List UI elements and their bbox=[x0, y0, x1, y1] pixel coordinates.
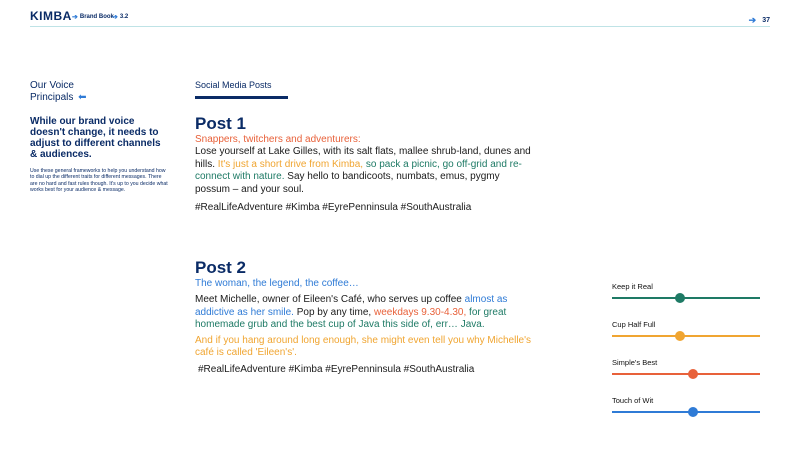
post-heading: Post 2 bbox=[195, 258, 247, 277]
post-text: Lose yourself at Lake Gilles, with its salt flats, mallee shrub-land, dunes and hills. bbox=[195, 146, 531, 170]
post-highlight: for great homemade grub and the best cup of Java this side of, err… Java. bbox=[195, 306, 507, 331]
kimba-logo[interactable]: KIMBA bbox=[30, 9, 72, 23]
slider-track[interactable] bbox=[612, 297, 760, 299]
sidebar-title[interactable] bbox=[30, 80, 170, 104]
post-highlight: so pack a picnic, go off-grid and re-connect with nature. bbox=[195, 158, 522, 183]
breadcrumb-label: 3.2 bbox=[119, 14, 129, 20]
tone-slider[interactable] bbox=[612, 358, 762, 396]
tone-slider[interactable] bbox=[612, 396, 762, 434]
slider-label: Simple's Best bbox=[612, 358, 658, 367]
post-hashtags: #RealLifeAdventure #Kimba #EyrePenninsula #SouthAustralia bbox=[195, 202, 472, 214]
slider-track[interactable] bbox=[612, 335, 760, 337]
sidebar bbox=[30, 80, 170, 194]
tone-slider[interactable] bbox=[612, 282, 762, 320]
arrow-left-icon[interactable]: ⬅ bbox=[78, 92, 87, 103]
arrow-right-icon: ➔ bbox=[748, 15, 757, 25]
post-intro: Snappers, twitchers and adventurers: bbox=[195, 134, 361, 145]
post-highlight: weekdays 9.30-4.30, bbox=[373, 306, 467, 318]
slider-label: Cup Half Full bbox=[612, 320, 656, 329]
sidebar-body: Use these general frameworks to help you understand how to dial up the different traits for different messages. There are no hard and fast rules though. It's up to you decide what works best for your audience & message. bbox=[30, 168, 168, 194]
sidebar-title-line2 bbox=[30, 92, 170, 104]
tone-sliders bbox=[612, 282, 762, 434]
breadcrumb-section[interactable] bbox=[112, 13, 128, 21]
section-title: Social Media Posts bbox=[195, 80, 272, 90]
header-divider bbox=[30, 26, 770, 27]
post-hashtags: #RealLifeAdventure #Kimba #EyrePenninsula #SouthAustralia bbox=[198, 364, 475, 376]
top-bar bbox=[0, 0, 800, 26]
sidebar-title-line1: Our Voice bbox=[30, 80, 74, 91]
post-2 bbox=[195, 258, 535, 376]
slider-label: Touch of Wit bbox=[612, 396, 654, 405]
post-aside: And if you hang around long enough, she might even tell you why Michelle's café is called 'Eileen's'. bbox=[195, 334, 532, 359]
slider-knob[interactable] bbox=[675, 293, 685, 303]
section-underline bbox=[195, 96, 288, 99]
breadcrumb-label: Brand Book bbox=[79, 14, 114, 20]
post-body bbox=[195, 146, 535, 196]
arrow-right-icon: ➔ bbox=[112, 14, 118, 21]
post-highlight: It's just a short drive from Kimba, bbox=[217, 158, 364, 170]
page-number-label: 37 bbox=[762, 17, 770, 24]
slider-knob[interactable] bbox=[675, 331, 685, 341]
post-1 bbox=[195, 114, 535, 214]
post-text: Meet Michelle, owner of Eileen's Café, who serves up coffee bbox=[195, 294, 465, 306]
breadcrumb-brand-book[interactable] bbox=[72, 13, 114, 21]
page-number[interactable] bbox=[749, 15, 770, 26]
slider-label: Keep it Real bbox=[612, 282, 653, 291]
slider-knob[interactable] bbox=[688, 407, 698, 417]
post-heading: Post 1 bbox=[195, 114, 247, 133]
post-text: Pop by any time, bbox=[293, 306, 374, 318]
main-header bbox=[195, 80, 535, 99]
sidebar-title-line2-text: Principals bbox=[30, 92, 74, 103]
post-highlight: almost as addictive as her smile. bbox=[195, 294, 508, 318]
slider-track[interactable] bbox=[612, 411, 760, 413]
slider-knob[interactable] bbox=[688, 369, 698, 379]
sidebar-lead: While our brand voice doesn't change, it needs to adjust to different channels & audiences. bbox=[30, 116, 161, 160]
tone-slider[interactable] bbox=[612, 320, 762, 358]
post-intro: The woman, the legend, the coffee… bbox=[195, 278, 359, 289]
post-body bbox=[195, 294, 535, 331]
arrow-right-icon: ➔ bbox=[72, 14, 78, 21]
slider-track[interactable] bbox=[612, 373, 760, 375]
post-text: Say hello to bandicoots, numbats, emus, pygmy possum – and your soul. bbox=[195, 171, 500, 195]
